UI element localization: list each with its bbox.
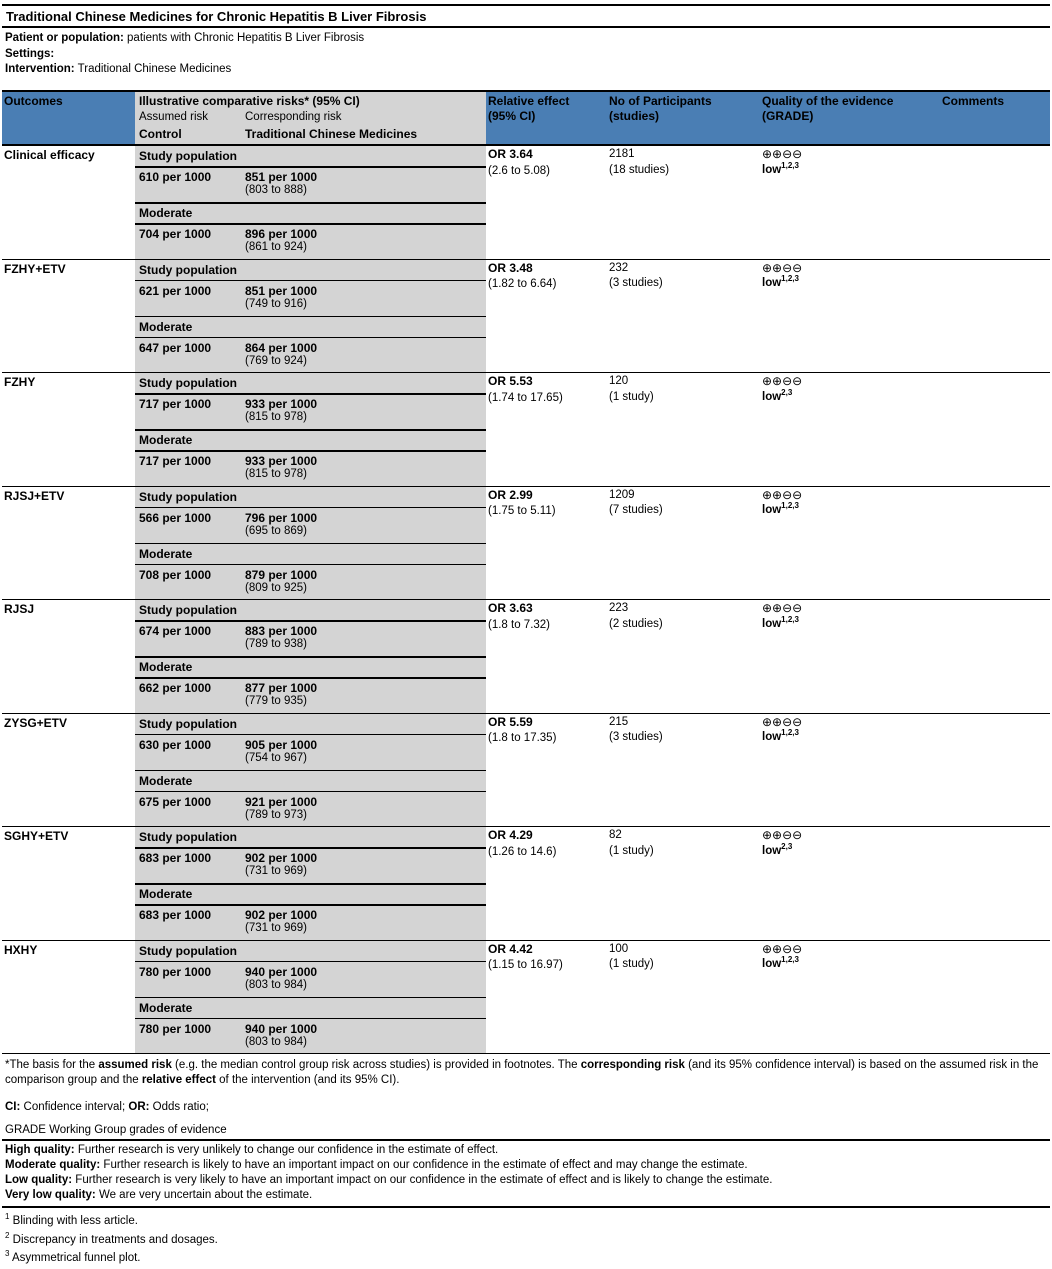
- relative-effect: [488, 261, 556, 293]
- corresponding-risk-ci: (803 to 888): [245, 184, 308, 196]
- corresponding-risk: 796 per 1000: [245, 510, 318, 525]
- study-count: (3 studies): [609, 731, 663, 743]
- header-corresponding-risk: Corresponding risk: [245, 111, 342, 123]
- footnote-number: 3: [5, 1249, 10, 1259]
- footnote-text: Blinding with less article.: [9, 1215, 138, 1227]
- header-relative-effect: Relative effect: [488, 94, 570, 108]
- table-header: [2, 92, 1050, 146]
- assumed-risk: 780 per 1000: [139, 964, 212, 979]
- low-text: Further research is very likely to have an important impact on our confidence in the estimate of effect and is likely to change the estimate.: [72, 1174, 773, 1186]
- table-row: [2, 941, 1050, 1055]
- header-quality: Quality of the evidence: [762, 94, 894, 108]
- grade-footnote-refs: 1,2,3: [781, 614, 799, 624]
- header-control: Control: [139, 127, 182, 141]
- assumed-risk: 662 per 1000: [139, 681, 212, 695]
- corresponding-risk-ci: (731 to 969): [245, 865, 308, 877]
- intervention-value: Traditional Chinese Medicines: [77, 63, 232, 75]
- assumed-risk: 647 per 1000: [139, 340, 212, 355]
- grade-footnote-refs: 1,2,3: [781, 501, 799, 511]
- corresponding-risk: 864 per 1000: [245, 340, 318, 355]
- odds-ratio: OR 3.48: [488, 260, 533, 275]
- outcome-name: RJSJ+ETV: [4, 488, 65, 503]
- divider: [135, 961, 486, 963]
- corresponding-risk-ci: (695 to 869): [245, 524, 308, 537]
- corresponding-risk-ci: (803 to 984): [245, 978, 308, 991]
- moderate-label: Moderate: [139, 660, 193, 674]
- grade-level: low: [762, 844, 782, 857]
- divider: [135, 202, 486, 204]
- divider: [135, 847, 486, 849]
- study-count: (1 study): [609, 844, 654, 857]
- corresponding-risk-ci: (815 to 978): [245, 411, 308, 423]
- table-row: [2, 260, 1050, 374]
- grade-footnote-refs: 1,2,3: [781, 955, 799, 965]
- corresponding-risk: 905 per 1000: [245, 737, 318, 752]
- relative-effect: [488, 942, 563, 974]
- divider: [135, 656, 486, 658]
- corresponding-risk: 940 per 1000: [245, 964, 318, 979]
- corresponding-risk-ci: (754 to 967): [245, 751, 308, 764]
- note-bold: relative effect: [141, 1074, 216, 1086]
- ci-text: Confidence interval;: [20, 1101, 129, 1113]
- grade-footnote-refs: 1,2,3: [781, 728, 799, 738]
- participants: [609, 601, 663, 632]
- footnotes: [2, 1208, 1050, 1269]
- grade-symbols-icon: ⊕⊕⊖⊖: [762, 487, 803, 502]
- odds-ratio-ci: (1.74 to 17.65): [488, 391, 563, 404]
- outcome-name: HXHY: [4, 942, 38, 957]
- participant-count: 232: [609, 261, 629, 274]
- assumed-risk: 683 per 1000: [139, 851, 212, 865]
- study-count: (2 studies): [609, 617, 663, 630]
- grade-level: low: [762, 958, 782, 970]
- evidence-quality: [762, 942, 802, 973]
- assumed-risk: 683 per 1000: [139, 908, 212, 922]
- corresponding-risk-ci: (731 to 969): [245, 922, 308, 934]
- odds-ratio: OR 4.42: [488, 941, 533, 956]
- divider: [135, 997, 486, 999]
- participant-count: 223: [609, 602, 629, 614]
- participants: [609, 828, 654, 859]
- odds-ratio-ci: (1.8 to 7.32): [488, 618, 551, 631]
- divider: [135, 316, 486, 318]
- low-label: Low quality:: [5, 1174, 73, 1186]
- corresponding-risk-ci: (749 to 916): [245, 297, 308, 310]
- table-row: [2, 146, 1050, 260]
- outcome-name: FZHY+ETV: [4, 261, 66, 276]
- moderate-label: Moderate: [139, 887, 193, 901]
- grade-symbols-icon: ⊕⊕⊖⊖: [762, 941, 803, 956]
- study-count: (18 studies): [609, 163, 670, 176]
- high-label: High quality:: [5, 1144, 75, 1156]
- participants: [609, 374, 654, 405]
- participants: [609, 147, 669, 178]
- divider: [135, 770, 486, 772]
- corresponding-risk: 896 per 1000: [245, 227, 318, 241]
- divider: [135, 543, 486, 545]
- grade-title: GRADE Working Group grades of evidence: [5, 1124, 227, 1136]
- study-population-label: Study population: [139, 603, 237, 617]
- summary-of-findings-table: [2, 4, 1050, 1269]
- odds-ratio-ci: (1.75 to 5.11): [488, 505, 556, 517]
- settings-label: Settings:: [5, 47, 55, 60]
- odds-ratio: OR 3.64: [488, 147, 533, 161]
- assumed-risk: 674 per 1000: [139, 624, 212, 638]
- grade-level: low: [762, 163, 782, 176]
- study-count: (3 studies): [609, 277, 663, 289]
- divider: [135, 564, 486, 566]
- moderate-label: Moderate: [139, 546, 193, 561]
- moderate-label: Moderate: [139, 319, 193, 334]
- divider: [135, 280, 486, 282]
- table-title: Traditional Chinese Medicines for Chronic Hepatitis B Liver Fibrosis: [2, 4, 1050, 28]
- table-row: [2, 487, 1050, 601]
- table-row: [2, 373, 1050, 487]
- grade-level: low: [762, 504, 782, 516]
- assumed-risk: 780 per 1000: [139, 1021, 212, 1036]
- corresponding-risk-ci: (861 to 924): [245, 241, 308, 253]
- grade-symbols-icon: ⊕⊕⊖⊖: [762, 714, 803, 729]
- relative-effect: [488, 374, 563, 406]
- study-population-label: Study population: [139, 376, 237, 390]
- population-block: [2, 28, 1050, 92]
- corresponding-risk: 851 per 1000: [245, 283, 318, 298]
- corresponding-risk: 879 per 1000: [245, 567, 318, 582]
- footnote-text: Asymmetrical funnel plot.: [9, 1252, 141, 1264]
- table-row: [2, 714, 1050, 828]
- note-bold: corresponding risk: [580, 1059, 685, 1071]
- study-count: (7 studies): [609, 504, 663, 516]
- divider: [135, 223, 486, 225]
- corresponding-risk-ci: (789 to 973): [245, 808, 308, 821]
- footnote-text: Discrepancy in treatments and dosages.: [9, 1233, 218, 1246]
- outcome-name: Clinical efficacy: [4, 148, 95, 162]
- note-text: (e.g. the median control group risk across studies) is provided in footnotes. The: [171, 1059, 581, 1071]
- intervention-label: Intervention:: [5, 63, 75, 75]
- grade-footnote-refs: 2,3: [781, 387, 793, 397]
- relative-effect: [488, 147, 550, 179]
- odds-ratio: OR 2.99: [488, 487, 533, 502]
- study-population-label: Study population: [139, 262, 237, 277]
- grade-definitions: [2, 1141, 1050, 1206]
- or-label: OR:: [128, 1101, 150, 1113]
- odds-ratio: OR 4.29: [488, 828, 533, 842]
- evidence-quality: [762, 828, 802, 859]
- study-population-label: Study population: [139, 716, 237, 731]
- grade-footnote-refs: 1,2,3: [781, 274, 799, 284]
- corresponding-risk: 921 per 1000: [245, 794, 318, 809]
- participants: [609, 715, 663, 746]
- corresponding-risk: 851 per 1000: [245, 170, 318, 184]
- evidence-quality: [762, 147, 802, 178]
- participant-count: 1209: [609, 488, 635, 501]
- corresponding-risk: 933 per 1000: [245, 397, 318, 411]
- corresponding-risk-ci: (809 to 925): [245, 581, 308, 594]
- header-grade: (GRADE): [762, 109, 814, 123]
- high-text: Further research is very unlikely to change our confidence in the estimate of effect.: [74, 1144, 499, 1156]
- corresponding-risk: 933 per 1000: [245, 454, 318, 468]
- patient-value: patients with Chronic Hepatitis B Liver Fibrosis: [127, 32, 365, 44]
- relative-effect: [488, 828, 556, 860]
- note-text: *The basis for the: [5, 1059, 99, 1071]
- divider: [135, 429, 486, 431]
- participants: [609, 261, 663, 292]
- evidence-quality: [762, 488, 802, 519]
- grade-footnote-refs: 1,2,3: [781, 160, 799, 170]
- participant-count: 215: [609, 715, 629, 728]
- divider: [135, 883, 486, 885]
- divider: [135, 450, 486, 452]
- corresponding-risk: 877 per 1000: [245, 681, 318, 695]
- grade-symbols-icon: ⊕⊕⊖⊖: [762, 828, 803, 842]
- or-text: Odds ratio;: [149, 1101, 209, 1113]
- header-assumed-risk: Assumed risk: [139, 111, 209, 123]
- assumed-risk: 708 per 1000: [139, 567, 212, 582]
- grade-footnote-refs: 2,3: [781, 841, 793, 851]
- relative-effect: [488, 488, 556, 520]
- corresponding-risk: 940 per 1000: [245, 1021, 318, 1036]
- corresponding-risk-ci: (789 to 938): [245, 638, 308, 650]
- divider: [135, 1018, 486, 1020]
- footnote-number: 1: [5, 1212, 10, 1222]
- outcome-name: RJSJ: [4, 602, 35, 616]
- odds-ratio-ci: (1.26 to 14.6): [488, 845, 557, 858]
- moderate-label: Moderate: [139, 433, 193, 447]
- outcome-name: SGHY+ETV: [4, 829, 69, 843]
- table-body: [2, 146, 1050, 1054]
- note-text: (and its 95% confidence interval) is based on the assumed risk in the comparison group and the: [5, 1059, 1039, 1086]
- divider: [135, 734, 486, 736]
- corresponding-risk-ci: (815 to 978): [245, 468, 308, 480]
- assumed-risk: 630 per 1000: [139, 737, 212, 752]
- outcome-name: ZYSG+ETV: [4, 715, 68, 730]
- header-outcomes: Outcomes: [4, 94, 63, 108]
- assumed-risk: 717 per 1000: [139, 397, 212, 411]
- odds-ratio-ci: (2.6 to 5.08): [488, 164, 551, 177]
- grade-level: low: [762, 277, 782, 289]
- assumed-risk: 566 per 1000: [139, 510, 212, 525]
- participants: [609, 488, 663, 519]
- divider: [135, 166, 486, 168]
- grade-level: low: [762, 617, 782, 630]
- odds-ratio-ci: (1.15 to 16.97): [488, 959, 563, 971]
- table-row: [2, 600, 1050, 714]
- header-intervention: Traditional Chinese Medicines: [245, 127, 418, 141]
- divider: [135, 620, 486, 622]
- assumed-risk: 675 per 1000: [139, 794, 212, 809]
- moderate-label: Moderate: [139, 773, 193, 788]
- corresponding-risk-ci: (803 to 984): [245, 1035, 308, 1048]
- odds-ratio-ci: (1.8 to 17.35): [488, 732, 557, 744]
- divider: [135, 677, 486, 679]
- header-relative-effect-ci: (95% CI): [488, 109, 536, 123]
- very-low-text: We are very uncertain about the estimate.: [95, 1189, 313, 1201]
- header-participants: No of Participants: [609, 94, 712, 108]
- relative-effect: [488, 715, 556, 747]
- header-comments: Comments: [942, 94, 1005, 108]
- study-population-label: Study population: [139, 149, 237, 163]
- note-bold: assumed risk: [98, 1059, 172, 1071]
- note-text: of the intervention (and its 95% CI).: [215, 1074, 400, 1086]
- divider: [135, 791, 486, 793]
- header-studies: (studies): [609, 109, 660, 123]
- evidence-quality: [762, 374, 802, 405]
- moderate-text: Further research is likely to have an important impact on our confidence in the estimate of effect and may change the estimate.: [100, 1159, 748, 1171]
- corresponding-risk: 902 per 1000: [245, 908, 318, 922]
- participant-count: 100: [609, 942, 629, 955]
- assumed-risk: 704 per 1000: [139, 227, 212, 241]
- study-count: (1 study): [609, 958, 654, 970]
- evidence-quality: [762, 715, 802, 746]
- corresponding-risk: 902 per 1000: [245, 851, 318, 865]
- patient-label: Patient or population:: [5, 32, 124, 44]
- study-count: (1 study): [609, 390, 654, 403]
- divider: [135, 507, 486, 509]
- grade-level: low: [762, 390, 782, 403]
- study-population-label: Study population: [139, 489, 237, 504]
- participant-count: 82: [609, 829, 622, 841]
- outcome-name: FZHY: [4, 375, 36, 389]
- moderate-label: Moderate: [139, 206, 193, 220]
- relative-effect: [488, 601, 550, 633]
- moderate-label: Moderate: [139, 1000, 193, 1015]
- study-population-label: Study population: [139, 943, 237, 958]
- footnote-number: 2: [5, 1230, 10, 1240]
- participants: [609, 942, 654, 973]
- corresponding-risk: 883 per 1000: [245, 624, 318, 638]
- divider: [135, 337, 486, 339]
- odds-ratio: OR 5.53: [488, 374, 533, 388]
- very-low-label: Very low quality:: [5, 1189, 96, 1201]
- assumed-risk: 610 per 1000: [139, 170, 212, 184]
- odds-ratio: OR 5.59: [488, 714, 533, 729]
- participant-count: 2181: [609, 148, 635, 160]
- grade-symbols-icon: ⊕⊕⊖⊖: [762, 601, 803, 615]
- grade-level: low: [762, 731, 782, 743]
- divider: [135, 904, 486, 906]
- header-illustrative: Illustrative comparative risks* (95% CI): [139, 94, 360, 108]
- evidence-quality: [762, 261, 802, 292]
- odds-ratio-ci: (1.82 to 6.64): [488, 278, 557, 290]
- assumed-risk: 621 per 1000: [139, 283, 212, 298]
- odds-ratio: OR 3.63: [488, 601, 533, 615]
- ci-label: CI:: [5, 1101, 21, 1113]
- corresponding-risk-ci: (779 to 935): [245, 695, 308, 707]
- divider: [135, 393, 486, 395]
- study-population-label: Study population: [139, 830, 237, 844]
- moderate-label: Moderate quality:: [5, 1159, 101, 1171]
- grade-symbols-icon: ⊕⊕⊖⊖: [762, 374, 803, 388]
- assumed-risk-note: [2, 1054, 1050, 1094]
- assumed-risk: 717 per 1000: [139, 454, 212, 468]
- grade-symbols-icon: ⊕⊕⊖⊖: [762, 260, 803, 275]
- corresponding-risk-ci: (769 to 924): [245, 354, 308, 367]
- evidence-quality: [762, 601, 802, 632]
- grade-symbols-icon: ⊕⊕⊖⊖: [762, 147, 803, 161]
- participant-count: 120: [609, 375, 629, 387]
- table-row: [2, 827, 1050, 941]
- abbreviations: [2, 1094, 1050, 1121]
